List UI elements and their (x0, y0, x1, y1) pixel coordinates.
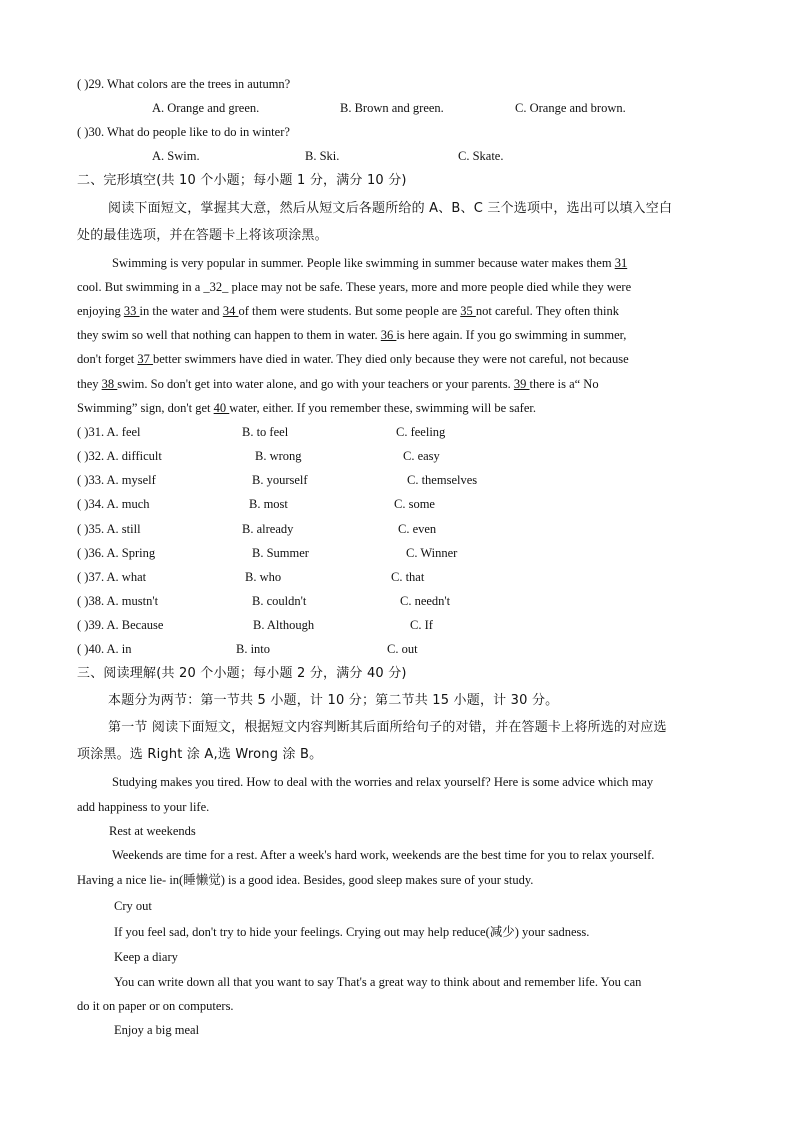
cloze-36-option-b: B. Summer (252, 546, 309, 560)
blank-35: 35 (460, 304, 476, 318)
cloze-34-option-a: ( )34. A. much (77, 497, 150, 511)
q29-option-c: C. Orange and brown. (515, 101, 626, 115)
cloze-33-option-b: B. yourself (252, 473, 308, 487)
cloze-38-option-c: C. needn't (400, 594, 451, 608)
cloze-39-option-a: ( )39. A. Because (77, 618, 164, 632)
blank-33: 33 (123, 304, 140, 318)
cloze-39-option-c: C. If (410, 618, 433, 632)
cloze-37-option-a: ( )37. A. what (77, 570, 147, 584)
blank-37: 37 (137, 352, 153, 366)
cloze-36-option-a: ( )36. A. Spring (77, 546, 156, 560)
cloze-40-option-c: C. out (387, 642, 418, 656)
blank-39: 39 (513, 377, 530, 391)
blank-31: 31 (614, 256, 628, 270)
section2-instruction-line1: 阅读下面短文，掌握其大意，然后从短文后各题所给的 A、B、C 三个选项中，选出可以填入空白 (108, 201, 673, 216)
blank-38: 38 (101, 377, 118, 391)
q30-option-a: A. Swim. (152, 149, 200, 163)
section3-part1-line2: 项涂黑。选 Right 涂 A,选 Wrong 涂 B。 (77, 747, 323, 762)
cloze-37-option-b: B. who (245, 570, 282, 584)
cloze-35-option-c: C. even (398, 522, 437, 536)
cloze-32-option-b: B. wrong (255, 449, 302, 463)
section2-instruction-line2: 处的最佳选项，并在答题卡上将该项涂黑。 (77, 228, 328, 243)
passage-line-4: they swim so well that nothing can happen to them in water. 36 is here again. If you go swimming in summer, (77, 328, 627, 342)
reading-p3: If you feel sad, don't try to hide your feelings. Crying out may help reduce(减少) your sadness. (114, 925, 590, 939)
cloze-37-option-c: C. that (391, 570, 425, 584)
reading-heading-cry: Cry out (114, 899, 152, 913)
q29-option-a: A. Orange and green. (152, 101, 260, 115)
cloze-34-option-b: B. most (249, 497, 288, 511)
passage-line-7: Swimming” sign, don't get 40 water, either. If you remember these, swimming will be safer. (77, 401, 536, 415)
reading-heading-meal: Enjoy a big meal (114, 1023, 200, 1037)
cloze-31-option-b: B. to feel (242, 425, 289, 439)
blank-32: _32_ (203, 280, 229, 294)
section3-intro: 本题分为两节：第一节共 5 小题，计 10 分；第二节共 15 小题，计 30 分。 (108, 693, 559, 708)
passage-line-3: enjoying 33 in the water and 34 of them were students. But some people are 35 not careful. They often think (77, 304, 620, 318)
cloze-32-option-a: ( )32. A. difficult (77, 449, 162, 463)
question-29: ( )29. What colors are the trees in autumn? (77, 77, 291, 91)
reading-p4-line2: do it on paper or on computers. (77, 999, 234, 1013)
cloze-39-option-b: B. Although (253, 618, 315, 632)
cloze-35-option-b: B. already (242, 522, 294, 536)
blank-36: 36 (380, 328, 397, 342)
passage-line-1: Swimming is very popular in summer. People like swimming in summer because water makes them 31 (112, 256, 628, 270)
passage-line-6: they 38 swim. So don't get into water alone, and go with your teachers or your parents. 39 there is a“ No (77, 377, 599, 391)
reading-p4-line1: You can write down all that you want to say That's a great way to think about and remember life. You can (114, 975, 642, 989)
reading-p1-line1: Studying makes you tired. How to deal with the worries and relax yourself? Here is some advice which may (112, 775, 654, 789)
question-30: ( )30. What do people like to do in winter? (77, 125, 290, 139)
cloze-38-option-b: B. couldn't (252, 594, 307, 608)
cloze-35-option-a: ( )35. A. still (77, 522, 141, 536)
cloze-32-option-c: C. easy (403, 449, 440, 463)
reading-heading-rest: Rest at weekends (109, 824, 196, 838)
reading-heading-diary: Keep a diary (114, 950, 178, 964)
cloze-33-option-a: ( )33. A. myself (77, 473, 156, 487)
cloze-40-option-a: ( )40. A. in (77, 642, 132, 656)
blank-34: 34 (222, 304, 239, 318)
section3-heading: 三、阅读理解(共 20 个小题；每小题 2 分，满分 40 分) (77, 666, 407, 681)
q29-option-b: B. Brown and green. (340, 101, 444, 115)
blank-40: 40 (213, 401, 230, 415)
cloze-38-option-a: ( )38. A. mustn't (77, 594, 159, 608)
cloze-34-option-c: C. some (394, 497, 435, 511)
passage-line-5: don't forget 37 better swimmers have died in water. They died only because they were not careful, not because (77, 352, 629, 366)
reading-p2-line1: Weekends are time for a rest. After a week's hard work, weekends are the best time for you to relax yourself. (112, 848, 655, 862)
section3-part1-line1: 第一节 阅读下面短文，根据短文内容判断其后面所给句子的对错，并在答题卡上将所选的对应选 (108, 720, 667, 735)
q30-option-c: C. Skate. (458, 149, 504, 163)
cloze-31-option-c: C. feeling (396, 425, 446, 439)
q30-option-b: B. Ski. (305, 149, 340, 163)
cloze-31-option-a: ( )31. A. feel (77, 425, 141, 439)
cloze-40-option-b: B. into (236, 642, 271, 656)
passage-line-2: cool. But swimming in a _32_ place may not be safe. These years, more and more people died while they were (77, 280, 632, 294)
reading-p2-line2: Having a nice lie- in(睡懒觉) is a good idea. Besides, good sleep makes sure of your study. (77, 873, 534, 887)
cloze-36-option-c: C. Winner (406, 546, 458, 560)
cloze-33-option-c: C. themselves (407, 473, 478, 487)
reading-p1-line2: add happiness to your life. (77, 800, 210, 814)
section2-heading: 二、完形填空(共 10 个小题；每小题 1 分，满分 10 分) (77, 173, 407, 188)
